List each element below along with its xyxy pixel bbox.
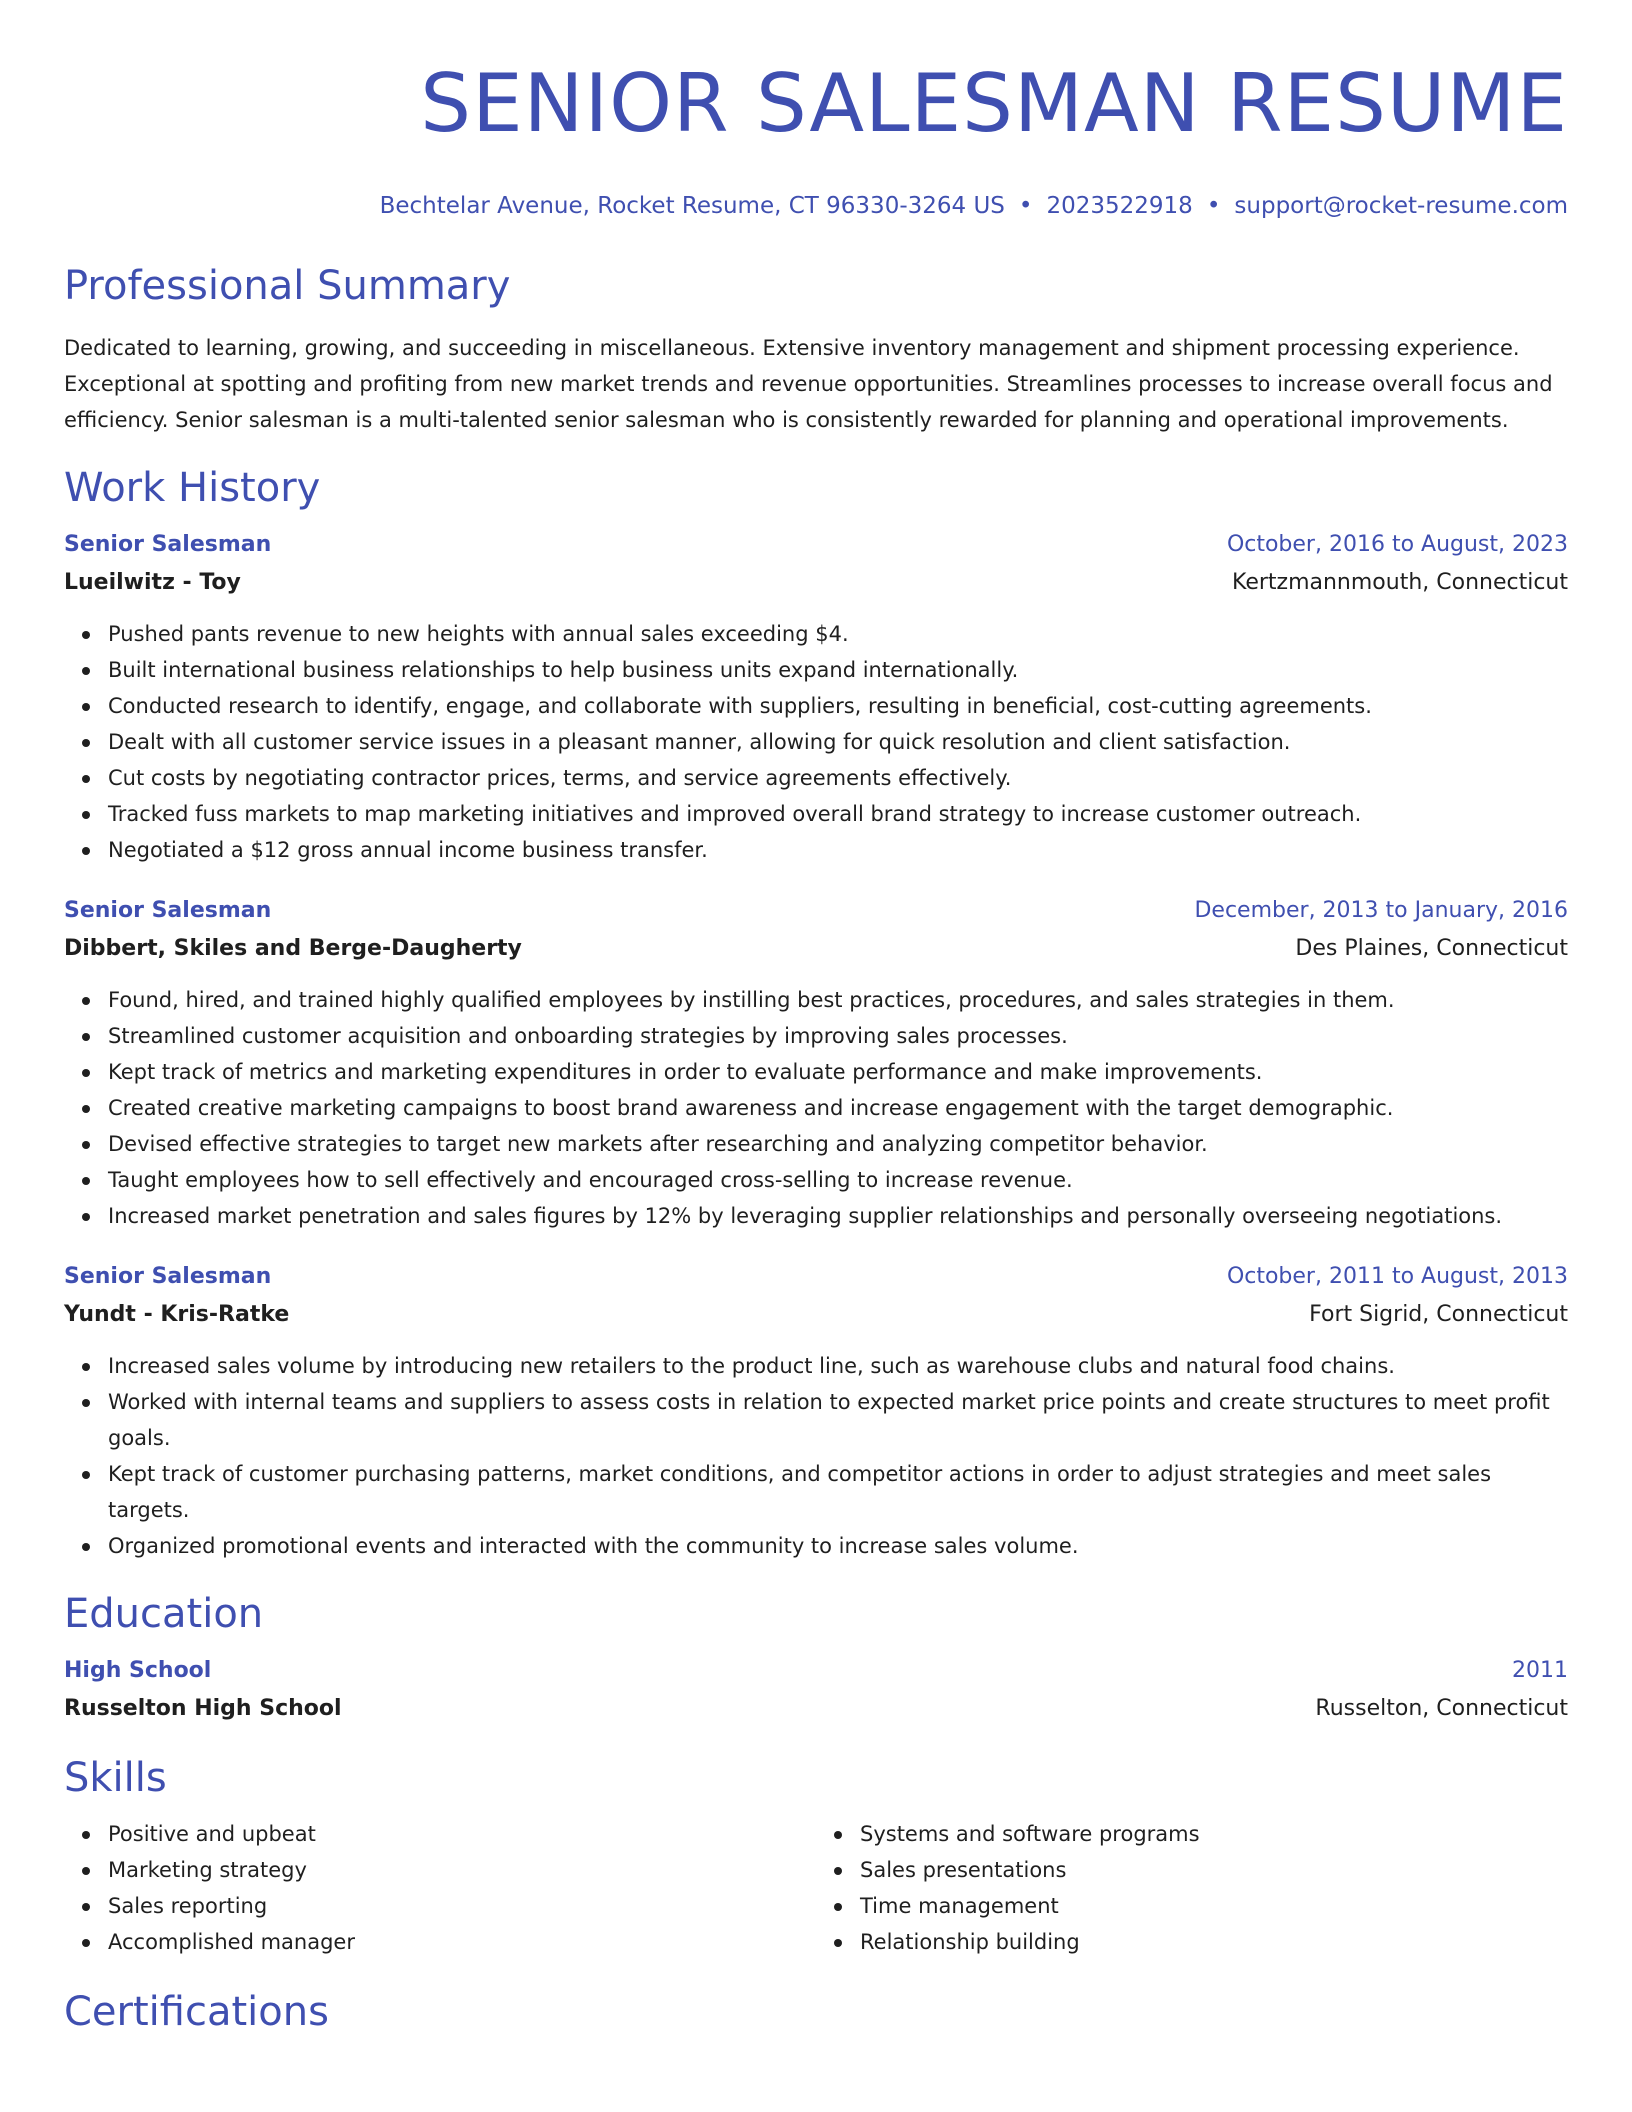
summary-text: Dedicated to learning, growing, and succeeding in miscellaneous. Extensive inventory management and shipment processing experience. Exceptional at spotting and profiting from new market trends and revenue opportunities. Streamlines processes to increase overall focus and efficiency. Senior salesman is a multi-talented senior salesman who is consistently rewarded for planning and operational improvements.	[64, 336, 1553, 432]
job-bullet: Devised effective strategies to target new markets after researching and analyzing competitor behavior.	[108, 1126, 1568, 1162]
job-dates: December, 2013 to January, 2016	[1194, 898, 1568, 923]
education-school-row	[64, 1690, 1568, 1728]
work-history-heading: Work History	[64, 465, 321, 511]
skill-item: Marketing strategy	[108, 1852, 816, 1888]
job-bullet: Increased market penetration and sales figures by 12% by leveraging supplier relationships and personally overseeing negotiations.	[108, 1198, 1568, 1234]
job-dates: October, 2011 to August, 2013	[1226, 1264, 1568, 1289]
certifications-heading: Certifications	[64, 1989, 329, 2035]
skill-item: Sales presentations	[860, 1852, 1568, 1888]
job-bullet: Tracked fuss markets to map marketing initiatives and improved overall brand strategy to increase customer outreach.	[108, 796, 1568, 832]
contact-separator: •	[1206, 193, 1221, 219]
job-bullets	[64, 616, 1568, 868]
job-entry	[64, 526, 1568, 868]
skills-grid	[64, 1816, 1568, 1960]
job-company-row	[64, 930, 1568, 968]
job-bullet: Organized promotional events and interacted with the community to increase sales volume.	[108, 1528, 1568, 1564]
job-bullet: Streamlined customer acquisition and onboarding strategies by improving sales processes.	[108, 1018, 1568, 1054]
job-entry	[64, 1258, 1568, 1564]
job-company-row	[64, 1296, 1568, 1334]
job-company: Lueilwitz - Toy	[64, 570, 241, 595]
contact-phone[interactable]: 2023522918	[1046, 193, 1193, 219]
skills-column-right	[816, 1816, 1568, 1960]
job-header-row	[64, 1258, 1568, 1296]
job-bullet: Conducted research to identify, engage, and collaborate with suppliers, resulting in beneficial, cost-cutting agreements.	[108, 688, 1568, 724]
job-bullet: Worked with internal teams and suppliers to assess costs in relation to expected market price points and create structures to meet profit goals.	[108, 1384, 1568, 1456]
education-school: Russelton High School	[64, 1696, 342, 1721]
skills-heading: Skills	[64, 1755, 167, 1801]
job-bullet: Increased sales volume by introducing new retailers to the product line, such as warehouse clubs and natural food chains.	[108, 1348, 1568, 1384]
job-entry	[64, 892, 1568, 1234]
contact-separator: •	[1018, 193, 1033, 219]
resume-page	[64, 0, 1568, 2036]
job-dates: October, 2016 to August, 2023	[1226, 532, 1568, 557]
job-bullet: Cut costs by negotiating contractor prices, terms, and service agreements effectively.	[108, 760, 1568, 796]
job-bullet: Kept track of customer purchasing patterns, market conditions, and competitor actions in order to adjust strategies and meet sales targets.	[108, 1456, 1568, 1528]
job-bullet: Taught employees how to sell effectively and encouraged cross-selling to increase revenue.	[108, 1162, 1568, 1198]
job-role: Senior Salesman	[64, 898, 272, 923]
education-year: 2011	[1512, 1658, 1568, 1683]
job-role: Senior Salesman	[64, 532, 272, 557]
contact-line	[64, 192, 1568, 220]
education-heading: Education	[64, 1591, 264, 1637]
job-bullet: Negotiated a $12 gross annual income business transfer.	[108, 832, 1568, 868]
skill-item: Relationship building	[860, 1924, 1568, 1960]
job-location: Fort Sigrid, Connecticut	[1309, 1302, 1568, 1327]
job-bullet: Kept track of metrics and marketing expenditures in order to evaluate performance and make improvements.	[108, 1054, 1568, 1090]
skill-item: Positive and upbeat	[108, 1816, 816, 1852]
job-company-row	[64, 564, 1568, 602]
job-header-row	[64, 526, 1568, 564]
skill-item: Time management	[860, 1888, 1568, 1924]
job-bullets	[64, 982, 1568, 1234]
skill-item: Accomplished manager	[108, 1924, 816, 1960]
skills-column-left	[64, 1816, 816, 1960]
job-bullet: Dealt with all customer service issues in a pleasant manner, allowing for quick resolution and client satisfaction.	[108, 724, 1568, 760]
job-location: Des Plaines, Connecticut	[1295, 936, 1568, 961]
job-bullets	[64, 1348, 1568, 1564]
resume-title: SENIOR SALESMAN RESUME	[420, 57, 1568, 150]
job-role: Senior Salesman	[64, 1264, 272, 1289]
job-company: Dibbert, Skiles and Berge-Daugherty	[64, 936, 522, 961]
job-bullet: Found, hired, and trained highly qualified employees by instilling best practices, procedures, and sales strategies in them.	[108, 982, 1568, 1018]
education-entry	[64, 1652, 1568, 1728]
job-bullet: Built international business relationships to help business units expand internationally.	[108, 652, 1568, 688]
job-header-row	[64, 892, 1568, 930]
contact-email[interactable]: support@rocket-resume.com	[1234, 193, 1568, 219]
skill-item: Sales reporting	[108, 1888, 816, 1924]
job-bullet: Pushed pants revenue to new heights with annual sales exceeding $4.	[108, 616, 1568, 652]
education-header-row	[64, 1652, 1568, 1690]
job-location: Kertzmannmouth, Connecticut	[1231, 570, 1568, 595]
job-bullet: Created creative marketing campaigns to boost brand awareness and increase engagement with the target demographic.	[108, 1090, 1568, 1126]
summary-heading: Professional Summary	[64, 263, 511, 309]
education-location: Russelton, Connecticut	[1315, 1696, 1568, 1721]
job-company: Yundt - Kris-Ratke	[64, 1302, 290, 1327]
skill-item: Systems and software programs	[860, 1816, 1568, 1852]
education-degree: High School	[64, 1658, 212, 1683]
contact-address: Bechtelar Avenue, Rocket Resume, CT 96330-3264 US	[379, 193, 1005, 219]
